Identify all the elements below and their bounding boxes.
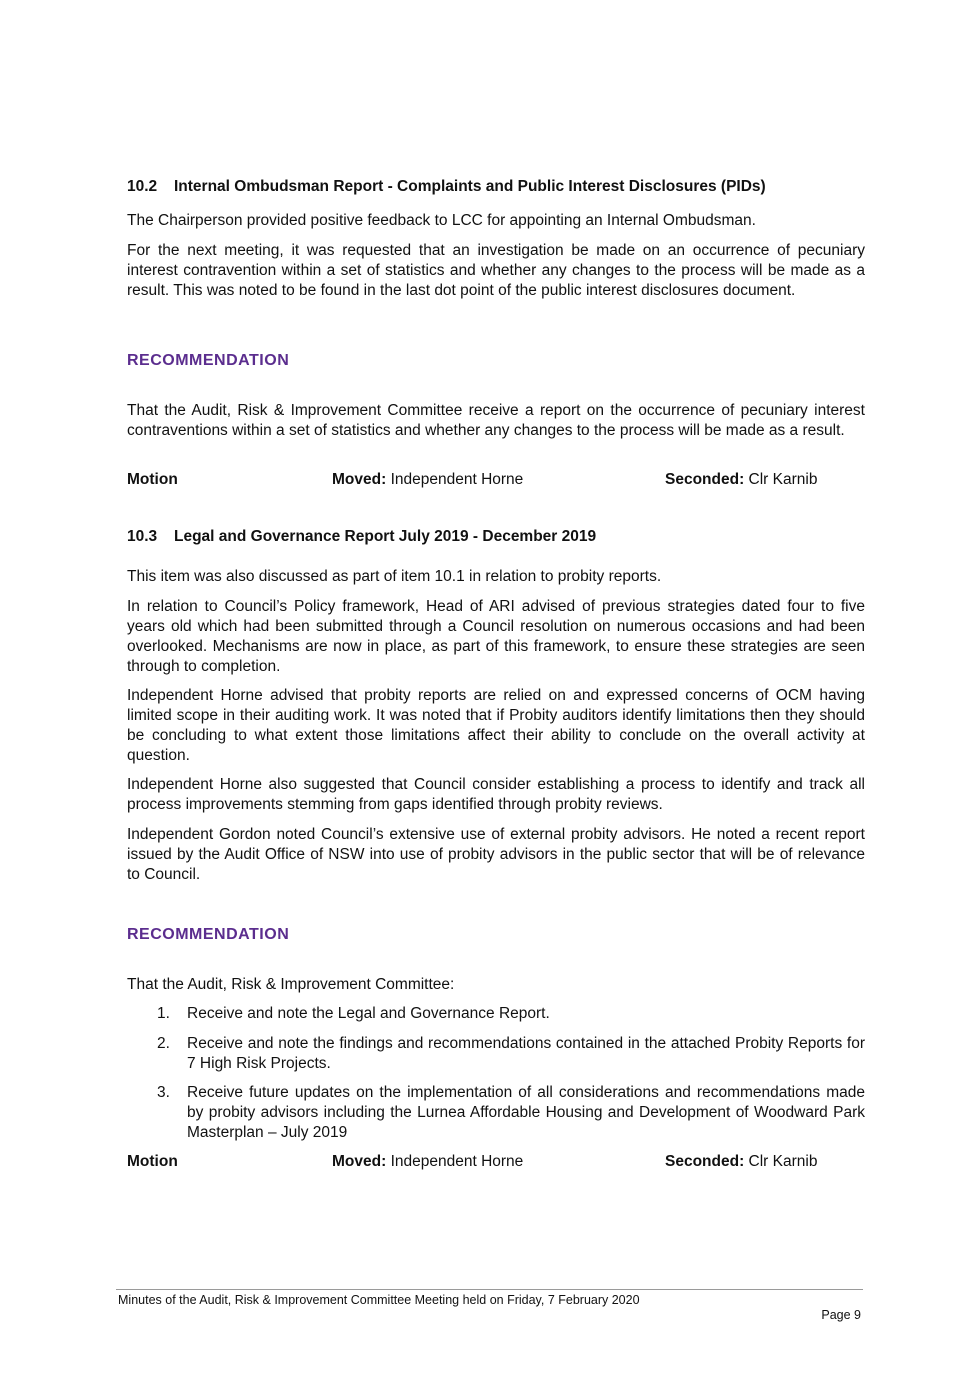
paragraph: For the next meeting, it was requested that an investigation be made on an occurrence of pecuniary interest contravention within a set of statistics and whether any changes to the process will be made as a result. This was noted to be found in the last dot point of the public interest disclosures document.: [127, 242, 865, 299]
recommendation-text: That the Audit, Risk & Improvement Committee receive a report on the occurrence of pecuniary interest contraventions within a set of statistics and whether any changes to the process will be made as a result.: [127, 402, 865, 439]
section-number: 10.3: [127, 528, 158, 545]
recommendation-heading: RECOMMENDATION: [127, 352, 290, 369]
paragraph: The Chairperson provided positive feedback to LCC for appointing an Internal Ombudsman.: [127, 212, 756, 229]
footer-divider: [116, 1289, 863, 1290]
motion-label: Motion: [127, 1153, 178, 1170]
seconded-by: Seconded: Clr Karnib: [665, 1153, 818, 1170]
footer-text: Minutes of the Audit, Risk & Improvement Committee Meeting held on Friday, 7 February 2020: [118, 1293, 640, 1307]
paragraph: Independent Horne also suggested that Council consider establishing a process to identify and track all process improvements stemming from gaps identified through probity reviews.: [127, 776, 865, 813]
paragraph: This item was also discussed as part of item 10.1 in relation to probity reports.: [127, 568, 662, 585]
section-heading-10-3: [127, 528, 596, 546]
recommendation-heading: RECOMMENDATION: [127, 926, 290, 943]
seconded-by: Seconded: Clr Karnib: [665, 471, 818, 488]
recommendation-intro: That the Audit, Risk & Improvement Committee:: [127, 976, 455, 993]
motion-label: Motion: [127, 471, 178, 488]
section-title: Internal Ombudsman Report - Complaints and Public Interest Disclosures (PIDs): [174, 178, 766, 195]
moved-by: Moved: Independent Horne: [332, 471, 524, 488]
section-heading-10-2: [127, 178, 766, 196]
moved-by: Moved: Independent Horne: [332, 1153, 524, 1170]
section-number: 10.2: [127, 178, 158, 195]
motion-row: [127, 1153, 865, 1173]
page-number: Page 9: [821, 1308, 861, 1322]
motion-row: [127, 471, 865, 491]
paragraph: In relation to Council’s Policy framework, Head of ARI advised of previous strategies dated four to five years old which had been submitted through a Council resolution on numerous occasions and had been overlooked. Mechanisms are now in place, as part of this framework, to ensure these strategies are seen through to completion.: [127, 598, 865, 675]
paragraph: Independent Horne advised that probity reports are relied on and expressed concerns of OCM having limited scope in their auditing work. It was noted that if Probity auditors identify limitations then they should be concluding to what extent those limitations affect their ability to conclude on the overall activity at question.: [127, 687, 865, 764]
section-title: Legal and Governance Report July 2019 - December 2019: [174, 528, 597, 545]
paragraph: Independent Gordon noted Council’s extensive use of external probity advisors. He noted a recent report issued by the Audit Office of NSW into use of probity advisors in the public sector that will be of relevance to Council.: [127, 826, 865, 883]
